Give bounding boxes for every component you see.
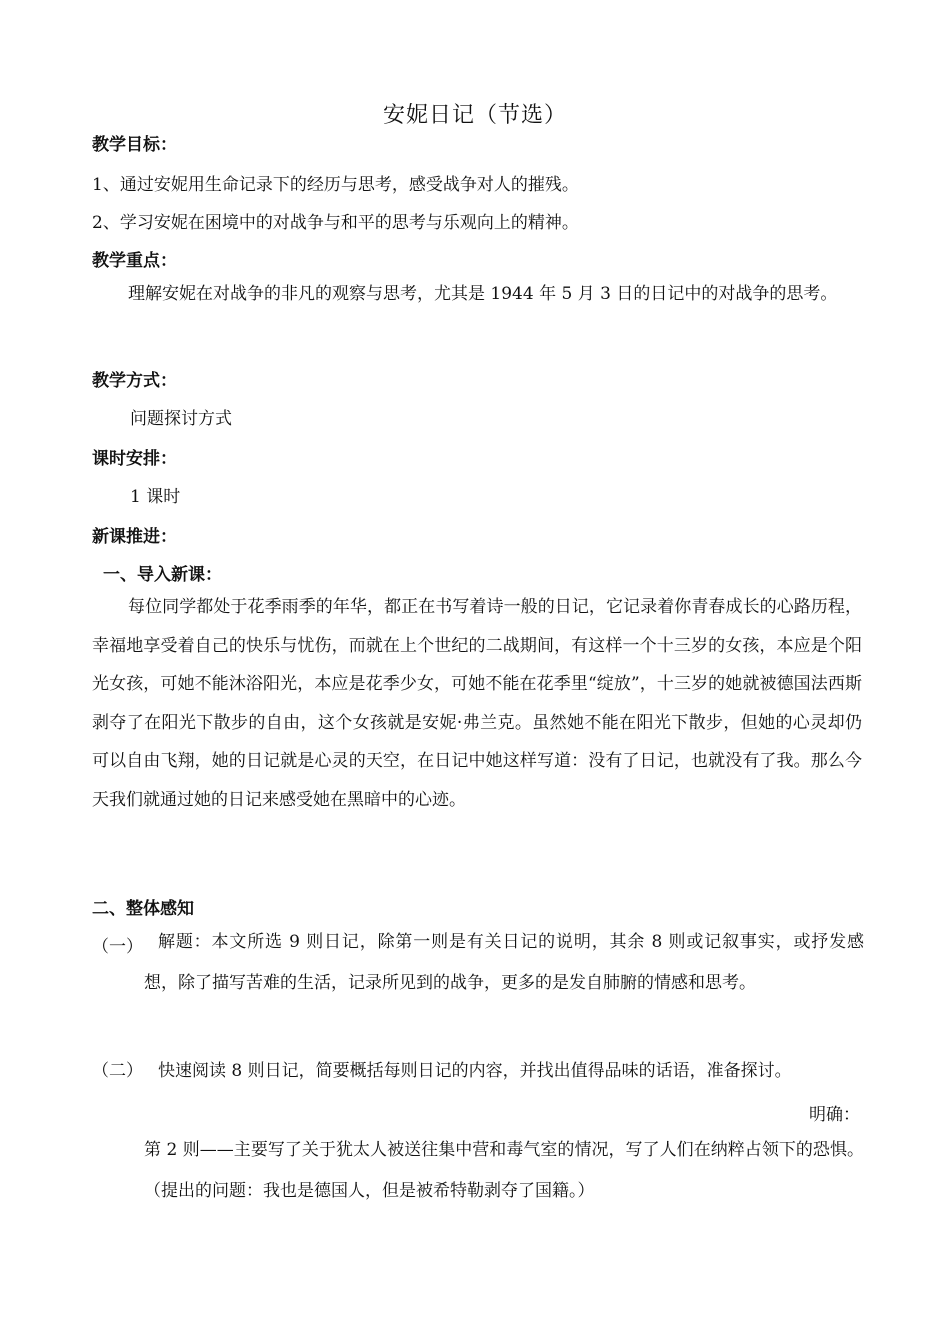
item-label-2: （二）: [92, 1061, 143, 1081]
goal-item-2: 2、学习安妮在困境中的对战争与和平的思考与乐观向上的精神。: [92, 213, 579, 233]
goal-item-1: 1、通过安妮用生命记录下的经历与思考，感受战争对人的摧残。: [92, 175, 579, 195]
schedule-text: 1 课时: [130, 487, 181, 507]
goals-heading: 教学目标：: [92, 135, 177, 155]
method-text: 问题探讨方式: [130, 409, 232, 429]
section1-heading: 一、导入新课：: [103, 565, 222, 585]
diary2-paragraph: 第 2 则——主要写了关于犹太人被送往集中营和毒气室的情况，写了人们在纳粹占领下的恐惧。（提出的问题：我也是德国人，但是被希特勒剥夺了国籍。）: [144, 1140, 864, 1201]
clarify-label: 明确：: [809, 1105, 860, 1125]
section2-heading: 二、整体感知: [92, 899, 194, 919]
focus-paragraph: 理解安妮在对战争的非凡的观察与思考，尤其是 1944 年 5 月 3 日的日记中的对战争的思考。: [128, 284, 838, 304]
method-heading: 教学方式：: [92, 371, 177, 391]
item-text-2: 快速阅读 8 则日记，简要概括每则日记的内容，并找出值得品味的话语，准备探讨。: [158, 1061, 792, 1081]
document-title: 安妮日记（节选）: [382, 103, 567, 128]
item-text-1: 解题：本文所选 9 则日记，除第一则是有关日记的说明，其余 8 则或记叙事实，或抒发感想，除了描写苦难的生活，记录所见到的战争，更多的是发自肺腑的情感和思考。: [144, 932, 864, 993]
item-label-1: （一）: [92, 937, 143, 957]
new-lesson-heading: 新课推进：: [92, 527, 177, 547]
focus-heading: 教学重点：: [92, 251, 177, 271]
schedule-heading: 课时安排：: [92, 449, 177, 469]
section1-paragraph: 每位同学都处于花季雨季的年华，都正在书写着诗一般的日记，它记录着你青春成长的心路历程，幸福地享受着自己的快乐与忧伤，而就在上个世纪的二战期间，有这样一个十三岁的女孩，本应是个阳光女孩，可她不能沐浴阳光，本应是花季少女，可她不能在花季里“绽放”，十三岁的她就被德国法西斯剥夺了在阳光下散步的自由，这个女孩就是安妮·弗兰克。虽然她不能在阳光下散步，但她的心灵却仍可以自由飞翔，她的日记就是心灵的天空，在日记中她这样写道：没有了日记，也就没有了我。那么今天我们就通过她的日记来感受她在黑暗中的心迹。: [92, 597, 862, 810]
